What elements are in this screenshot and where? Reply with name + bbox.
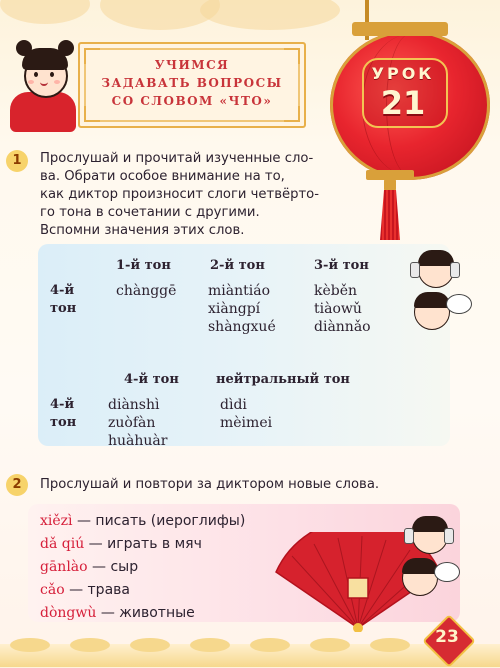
pinyin-word: huàhuàr [108, 433, 168, 449]
row-label-line: тон [50, 415, 77, 430]
page-number-badge [424, 622, 470, 660]
vocab-meaning: писать (иероглифы) [95, 513, 246, 529]
vocab-meaning: животные [119, 605, 195, 621]
vocab-list [40, 510, 245, 625]
vocab-item [40, 533, 245, 556]
pinyin-word: diànnǎo [314, 319, 371, 335]
pinyin-word: diànshì [108, 397, 160, 413]
speech-bubble-icon [434, 562, 460, 582]
task-instruction-line: Вспомни значения этих слов. [40, 223, 245, 238]
page-number: 23 [435, 627, 459, 647]
vocab-pinyin: xiězì [40, 513, 73, 529]
pinyin-word: mèimei [220, 415, 273, 431]
pinyin-column [314, 282, 371, 336]
boy-hair [418, 250, 454, 266]
speech-bubble-icon [446, 294, 472, 314]
task-instruction-line: как диктор произносит слоги четвёрто- [40, 187, 319, 202]
vocab-item [40, 556, 245, 579]
pinyin-column [208, 282, 276, 336]
task-instruction-line: Прослушай и прочитай изученные сло- [40, 151, 314, 166]
girl-body [10, 92, 76, 132]
pinyin-word: kèběn [314, 283, 358, 299]
lesson-title-line: ЗАДАВАТЬ ВОПРОСЫ [101, 76, 283, 90]
cloud-decoration [10, 638, 50, 652]
task-instructions [40, 150, 370, 240]
vocab-dash: — [96, 605, 120, 621]
cloud-decoration [130, 638, 170, 652]
vocab-pinyin: gānlào [40, 559, 88, 575]
pinyin-word: xiàngpí [208, 301, 261, 317]
cloud-decoration [370, 638, 410, 652]
lantern-knot [384, 178, 396, 192]
lantern-cap [352, 22, 448, 36]
table-header: 1-й тон [116, 258, 171, 273]
vocab-meaning: играть в мяч [107, 536, 202, 552]
girl-blush [54, 80, 60, 84]
girl-eye [34, 72, 38, 77]
boy-hair [402, 558, 438, 574]
vocab-meaning: сыр [110, 559, 139, 575]
vocab-item [40, 579, 245, 602]
boy-hair [414, 292, 450, 308]
pinyin-word: dìdi [220, 397, 247, 413]
lesson-title-line: УЧИМСЯ [154, 58, 230, 72]
pinyin-column [108, 396, 167, 450]
headphone-icon [404, 528, 414, 544]
pinyin-word: zuòfàn [108, 415, 156, 431]
lantern-tassel [380, 190, 400, 240]
table-header: 3-й тон [314, 258, 369, 273]
cloud-decoration [70, 638, 110, 652]
table-header: 4-й тон [124, 372, 179, 387]
task-number-badge: 1 [6, 150, 28, 172]
row-label-line: 4-й [50, 397, 75, 412]
vocab-pinyin: cǎo [40, 582, 65, 598]
cloud-decoration [250, 638, 290, 652]
vocab-meaning: трава [87, 582, 130, 598]
cloud-decoration [190, 638, 230, 652]
headphone-icon [444, 528, 454, 544]
headphone-icon [410, 262, 420, 278]
vocab-item [40, 510, 245, 533]
cloud-decoration [310, 638, 350, 652]
girl-eye [50, 72, 54, 77]
vocab-pinyin: dòngwù [40, 605, 97, 621]
cloud-decoration [200, 0, 340, 30]
vocab-dash: — [72, 513, 96, 529]
vocab-item [40, 602, 245, 625]
row-label-line: тон [50, 301, 77, 316]
task-number-badge: 2 [6, 474, 28, 496]
pinyin-word: shàngxué [208, 319, 276, 335]
lesson-title-card [78, 42, 306, 128]
table-header: нейтральный тон [216, 372, 350, 387]
vocab-pinyin: dǎ qiú [40, 536, 85, 552]
girl-blush [28, 80, 34, 84]
pinyin-column [220, 396, 272, 432]
table-row-label [50, 396, 76, 432]
vocab-dash: — [84, 536, 108, 552]
table-row-label [50, 282, 76, 318]
lesson-label: УРОК [371, 64, 435, 83]
lesson-title-line: СО СЛОВОМ «ЧТО» [111, 94, 273, 108]
task-instruction-line: го тона в сочетании с другими. [40, 205, 260, 220]
vocab-dash: — [64, 582, 88, 598]
task-instruction-line: Прослушай и повтори за диктором новые слова. [40, 477, 380, 492]
row-label-line: 4-й [50, 283, 75, 298]
pinyin-word: chànggē [116, 283, 177, 299]
vocab-dash: — [87, 559, 111, 575]
cloud-decoration [0, 0, 90, 24]
task-instruction-line: ва. Обрати особое внимание на то, [40, 169, 285, 184]
girl-hair [22, 48, 68, 70]
pinyin-word: tiàowǔ [314, 301, 362, 317]
table-header: 2-й тон [210, 258, 265, 273]
boy-hair [412, 516, 448, 532]
pinyin-word: miàntiáo [208, 283, 270, 299]
pinyin-column [116, 282, 176, 300]
lesson-number: 21 [380, 84, 426, 122]
headphone-icon [450, 262, 460, 278]
